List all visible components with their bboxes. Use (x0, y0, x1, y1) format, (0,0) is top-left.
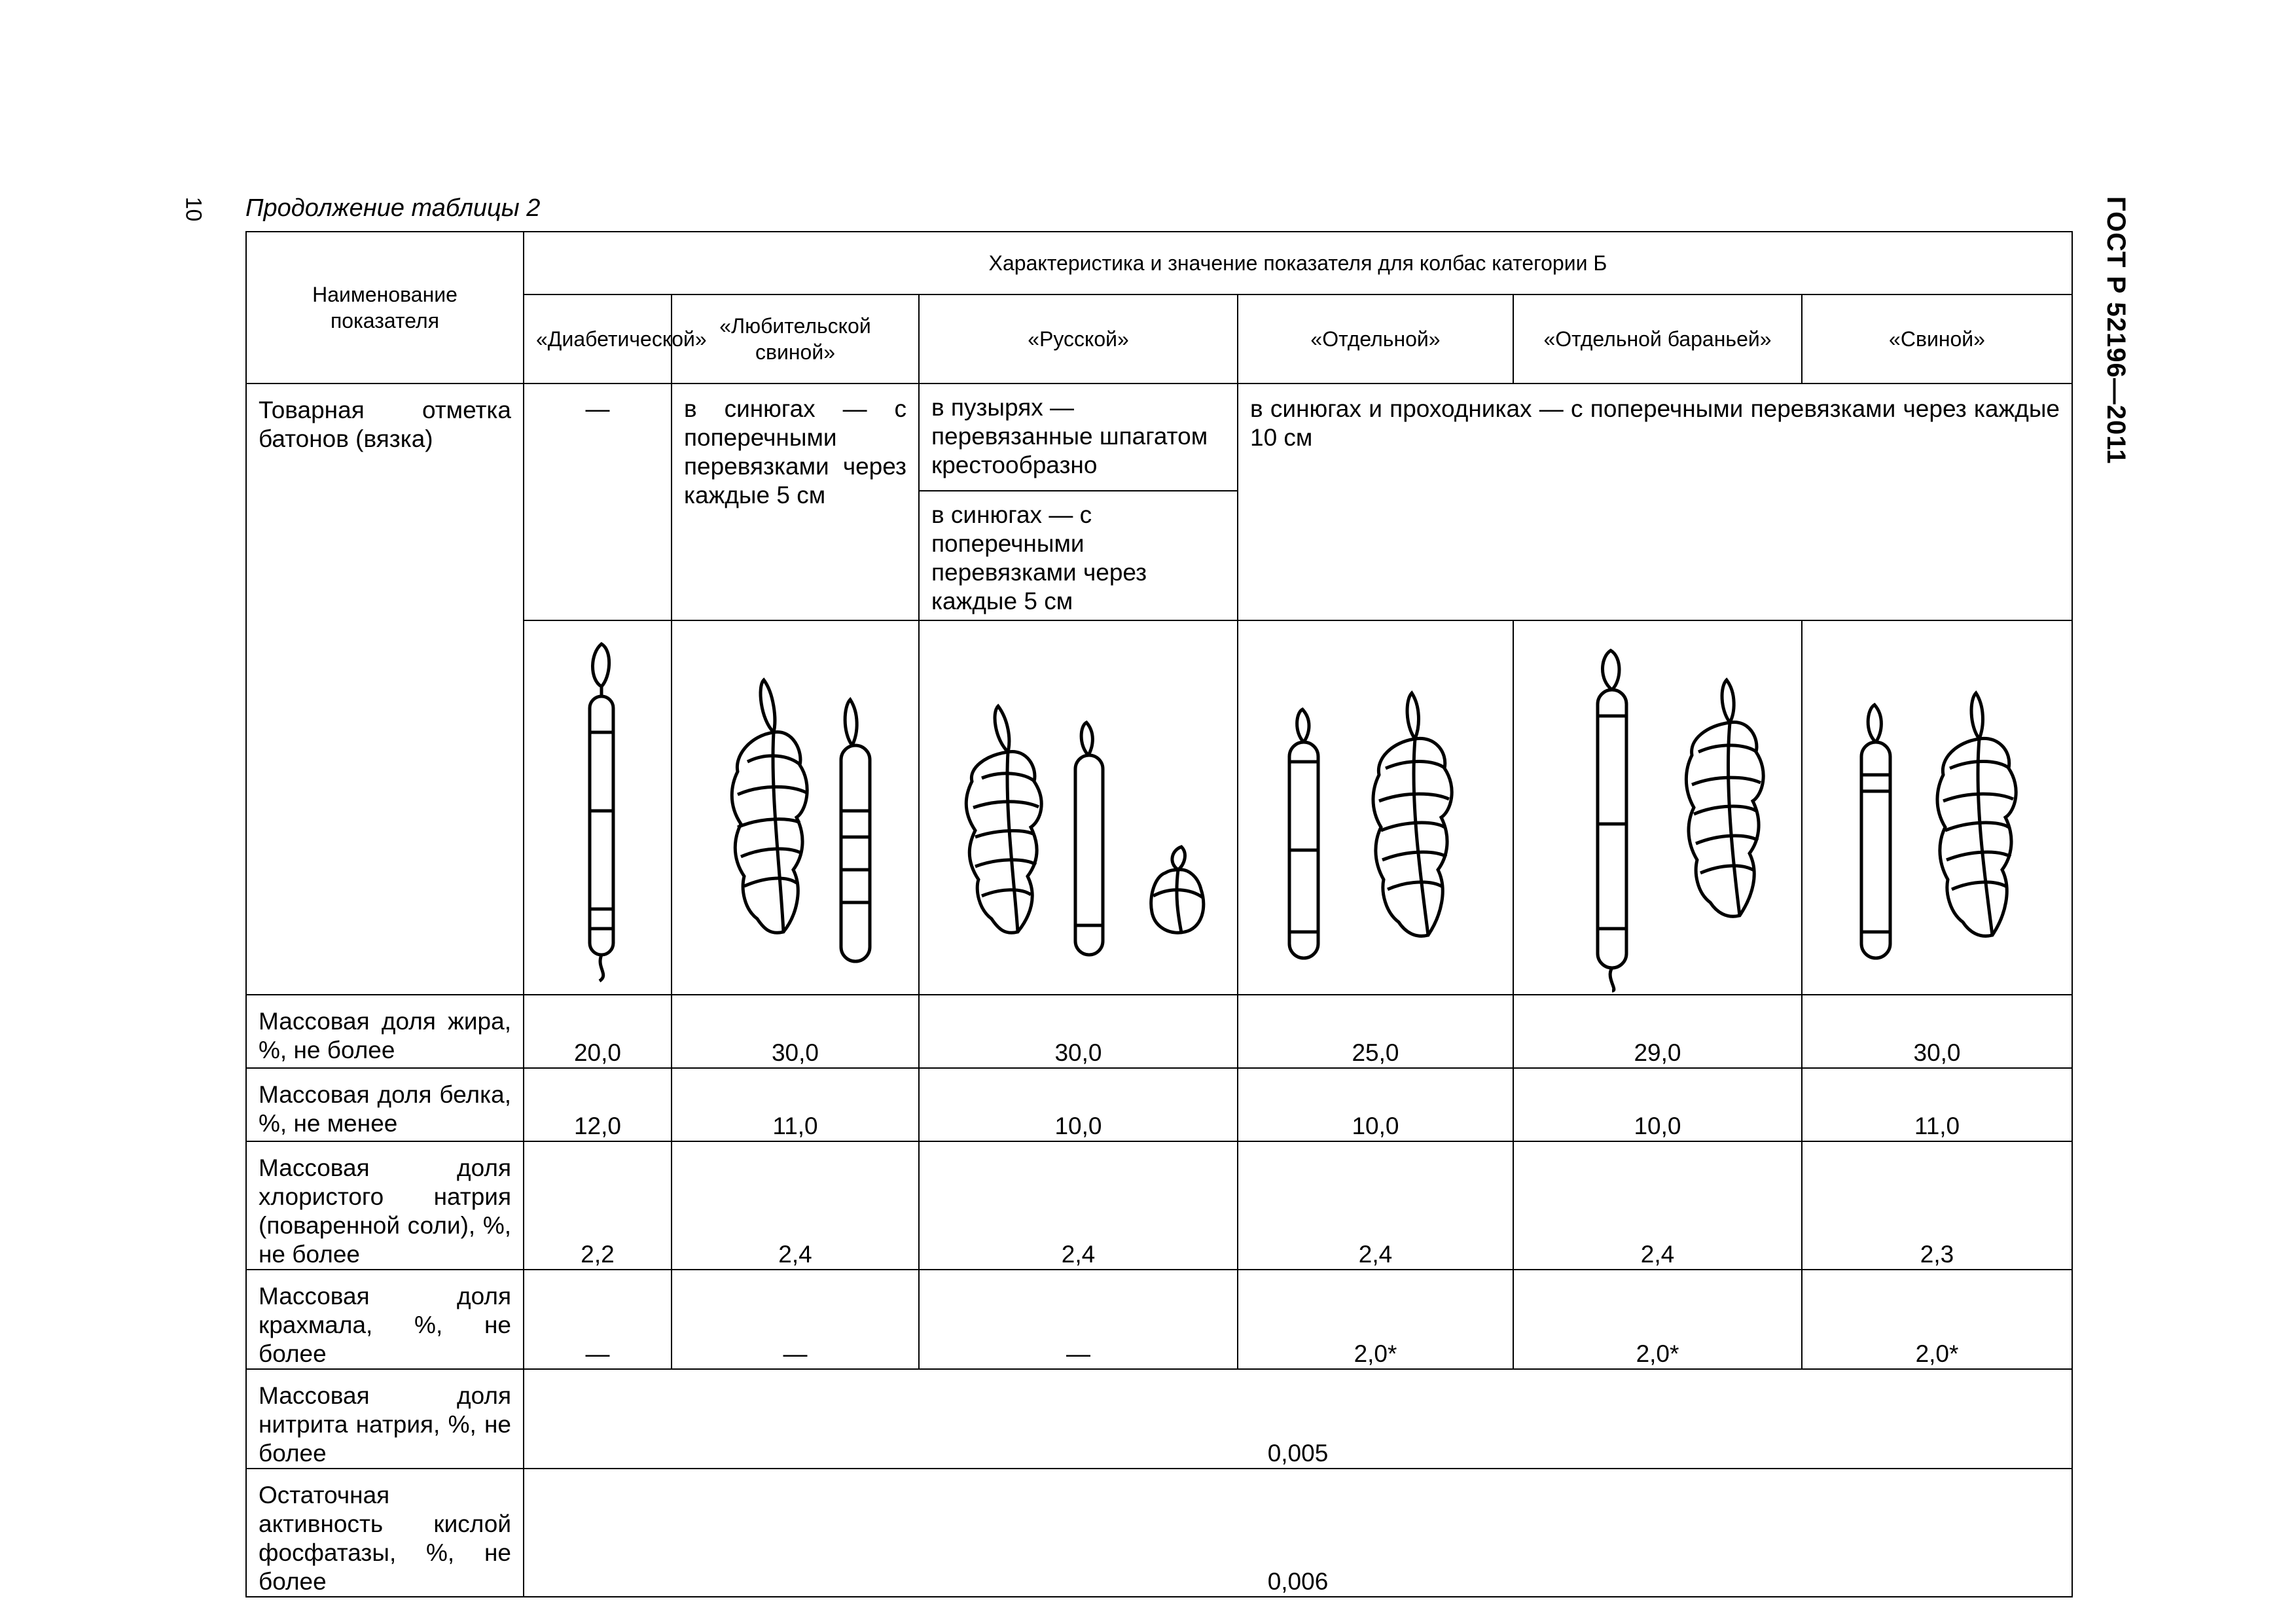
table-caption: Продолжение таблицы 2 (245, 194, 541, 222)
cell-protein-diab: 12,0 (524, 1068, 672, 1141)
cell-fat-svin: 30,0 (1802, 995, 2072, 1068)
cell-vyazka-rest: в синюгах и проходниках — с поперечными перевязками через каждые 10 см (1238, 383, 2072, 620)
sausage-drawing-diab (524, 620, 672, 995)
specification-table (245, 231, 2073, 1597)
row-name-fat: Массовая доля жира, %, не более (246, 995, 524, 1068)
cell-vyazka-rus-a: в пузырях — перевязанные шпагатом крестообразно (931, 394, 1208, 478)
cell-fat-otd-baran: 29,0 (1513, 995, 1802, 1068)
row-name-vyazka: Товарная отметка батонов (вязка) (246, 383, 524, 995)
row-name-starch: Массовая доля крахмала, %, не более (246, 1270, 524, 1369)
cell-vyazka-rus-b: в синюгах — с поперечными перевязками через каждые 5 см (920, 490, 1237, 620)
header-lubitelskoy: «Любительской свиной» (672, 294, 919, 383)
sausage-drawing-rus (919, 620, 1238, 995)
header-otdelnoy: «Отдельной» (1238, 294, 1513, 383)
cell-salt-svin: 2,3 (1802, 1141, 2072, 1270)
sausage-drawing-otd-baran (1513, 620, 1802, 995)
cell-salt-otd: 2,4 (1238, 1141, 1513, 1270)
sausage-drawing-lub (672, 620, 919, 995)
cell-protein-rus: 10,0 (919, 1068, 1238, 1141)
cell-starch-svin: 2,0* (1802, 1270, 2072, 1369)
cell-starch-otd-baran: 2,0* (1513, 1270, 1802, 1369)
row-name-protein: Массовая доля белка, %, не менее (246, 1068, 524, 1141)
row-name-salt: Массовая доля хлористого натрия (поваренной соли), %, не более (246, 1141, 524, 1270)
cell-fat-lub: 30,0 (672, 995, 919, 1068)
cell-salt-otd-baran: 2,4 (1513, 1141, 1802, 1270)
cell-vyazka-rus (919, 383, 1238, 620)
header-russkoy: «Русской» (919, 294, 1238, 383)
cell-protein-lub: 11,0 (672, 1068, 919, 1141)
cell-protein-otd: 10,0 (1238, 1068, 1513, 1141)
cell-protein-svin: 11,0 (1802, 1068, 2072, 1141)
cell-salt-lub: 2,4 (672, 1141, 919, 1270)
header-diabeticheskoy: «Диабетической» (524, 294, 672, 383)
cell-fat-diab: 20,0 (524, 995, 672, 1068)
header-name-column: Наименование показателя (246, 232, 524, 383)
cell-starch-diab: — (524, 1270, 672, 1369)
page-number: 10 (181, 196, 206, 222)
document-code: ГОСТ Р 52196—2011 (2102, 196, 2130, 465)
cell-starch-lub: — (672, 1270, 919, 1369)
header-otdelnoy-baranyey: «Отдельной бараньей» (1513, 294, 1802, 383)
cell-vyazka-lub: в синюгах — с поперечными перевязками через каждые 5 см (672, 383, 919, 620)
cell-salt-diab: 2,2 (524, 1141, 672, 1270)
cell-fat-otd: 25,0 (1238, 995, 1513, 1068)
cell-fat-rus: 30,0 (919, 995, 1238, 1068)
row-name-nitrite: Массовая доля нитрита натрия, %, не более (246, 1369, 524, 1469)
cell-starch-rus: — (919, 1270, 1238, 1369)
sausage-drawing-otd (1238, 620, 1513, 995)
header-svinoy: «Свиной» (1802, 294, 2072, 383)
cell-nitrite-value: 0,005 (524, 1369, 2072, 1469)
cell-protein-otd-baran: 10,0 (1513, 1068, 1802, 1141)
cell-salt-rus: 2,4 (919, 1141, 1238, 1270)
cell-starch-otd: 2,0* (1238, 1270, 1513, 1369)
header-group: Характеристика и значение показателя для колбас категории Б (524, 232, 2072, 294)
cell-phosphatase-value: 0,006 (524, 1469, 2072, 1597)
cell-vyazka-diab: — (524, 383, 672, 620)
sausage-drawing-svin (1802, 620, 2072, 995)
row-name-phosphatase: Остаточная активность кислой фосфатазы, %, не более (246, 1469, 524, 1597)
